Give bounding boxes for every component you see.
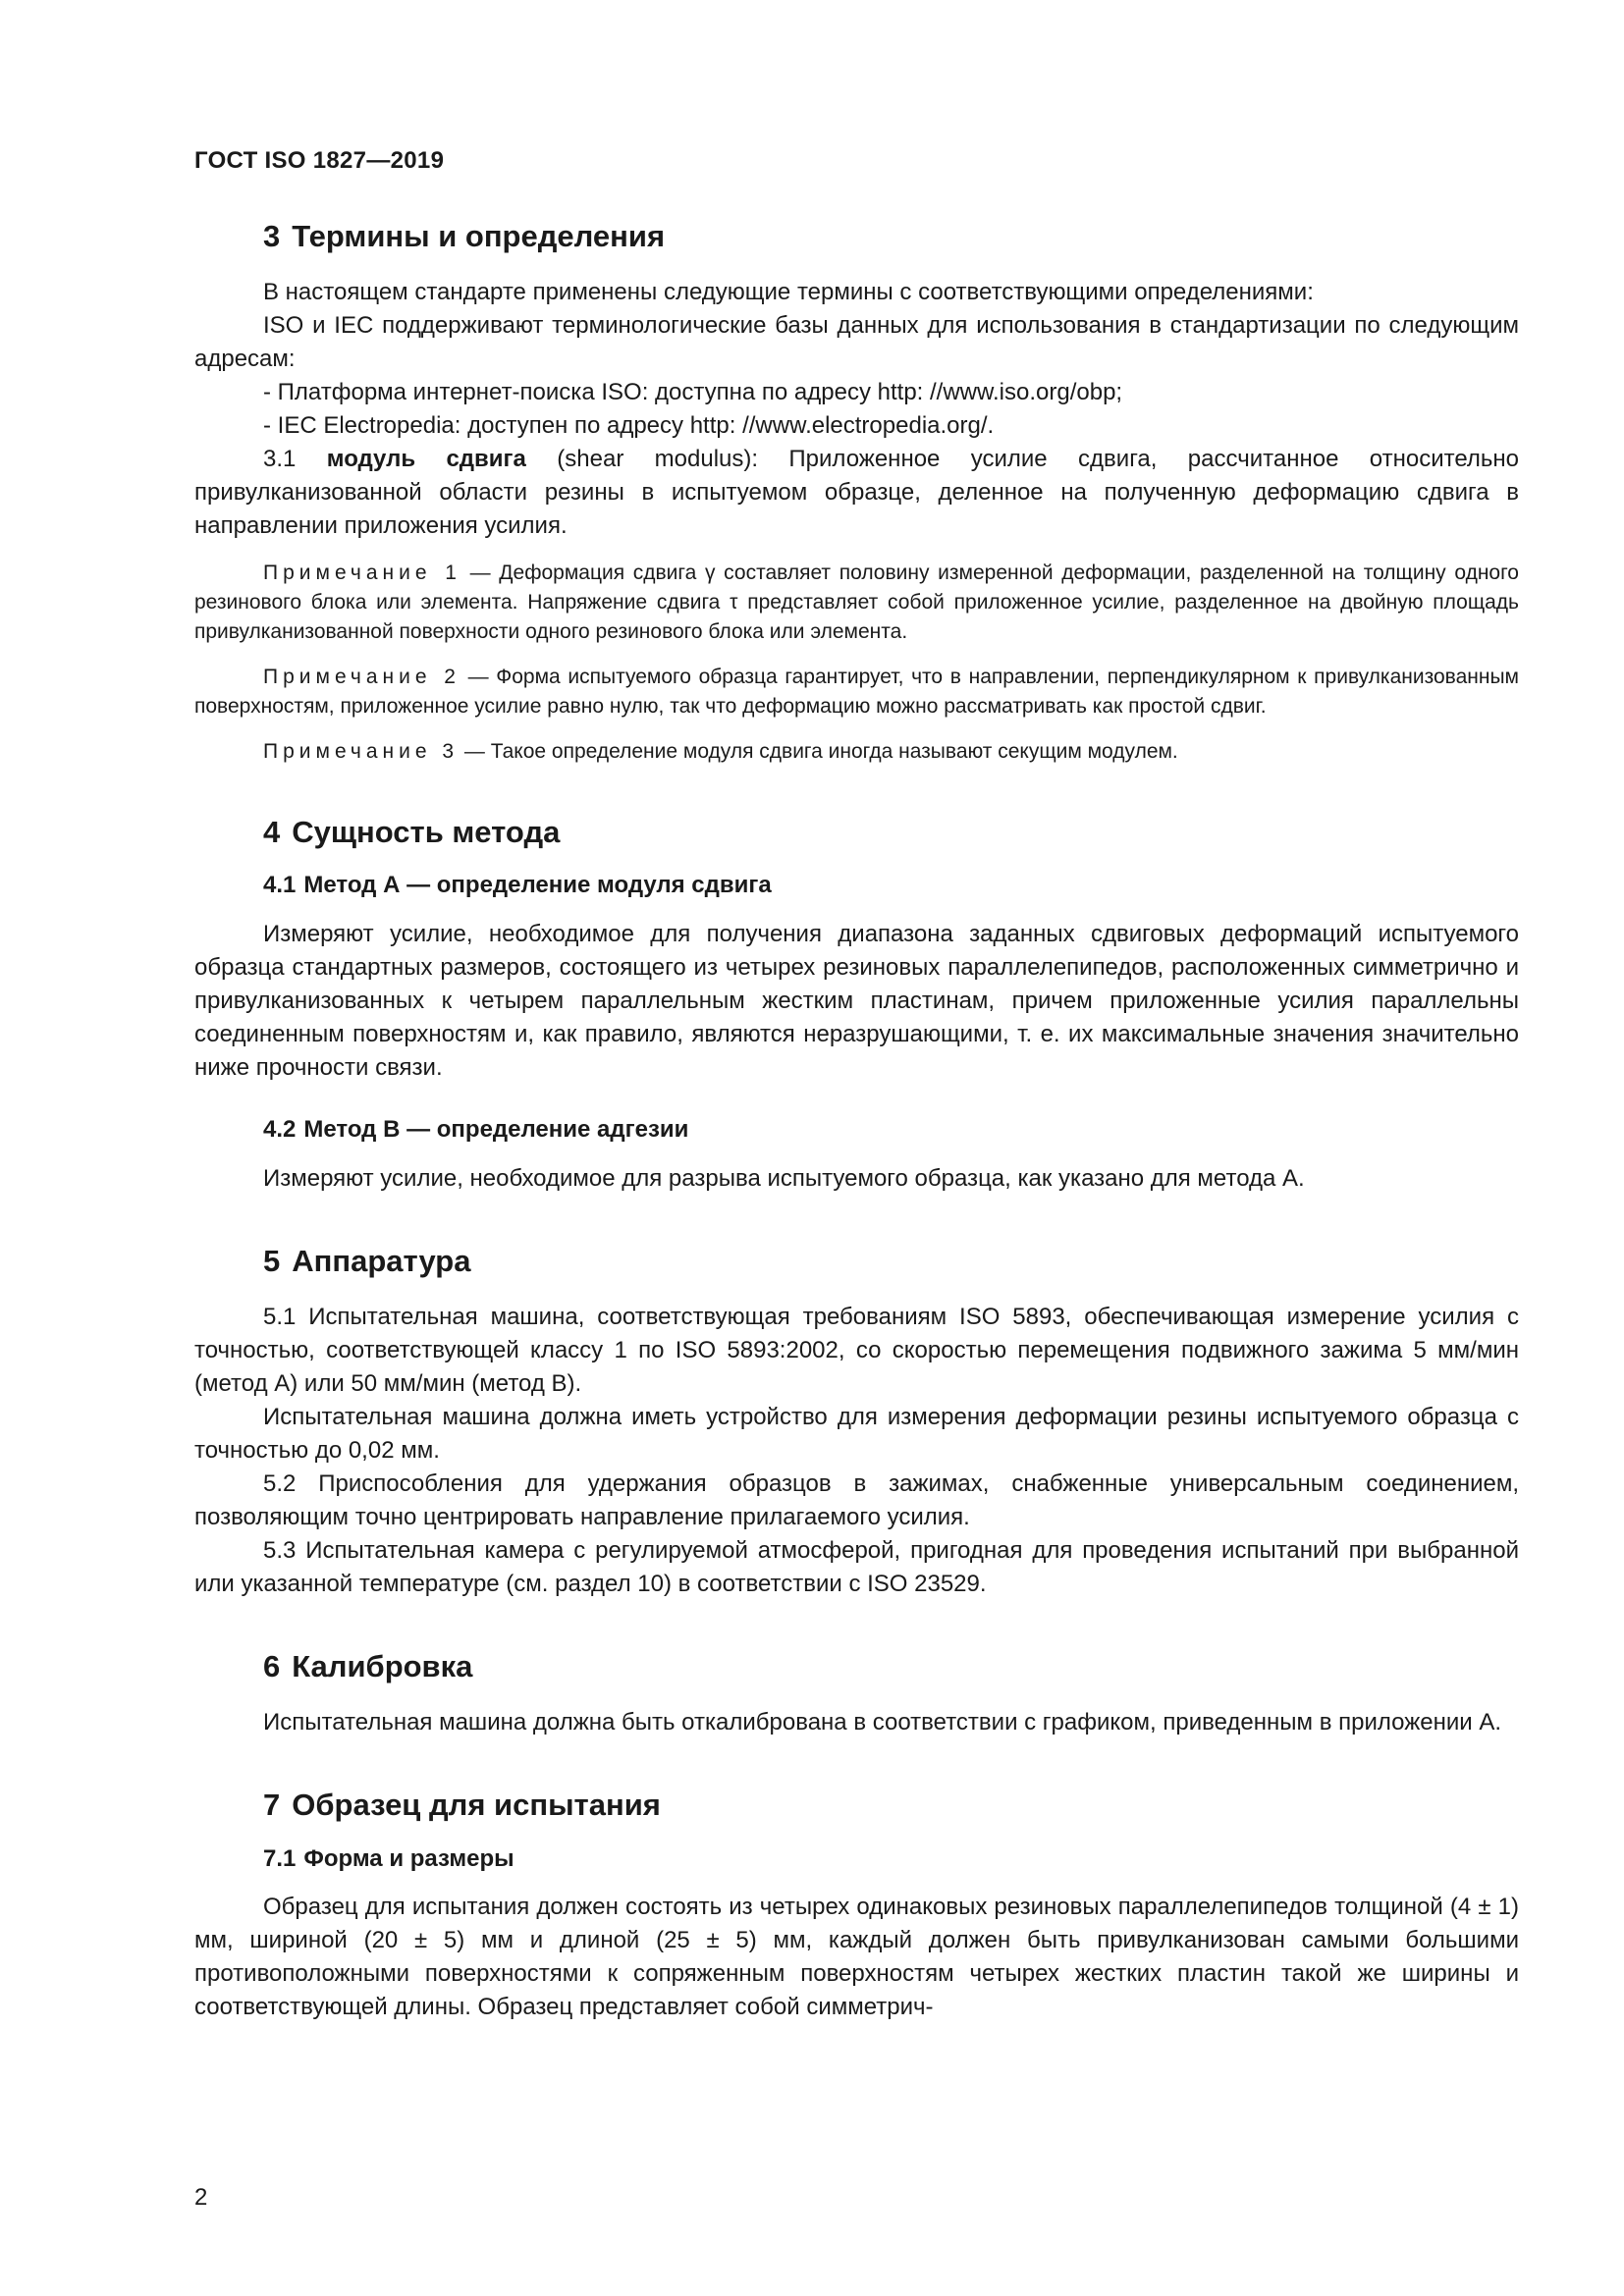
section-number: 4 bbox=[263, 815, 281, 850]
note-3 bbox=[194, 737, 1519, 767]
paragraph: ISO и IEC поддерживают терминологические базы данных для использования в стандартизации по следующим адресам: bbox=[194, 312, 1519, 373]
subsection-title: Метод В — определение адгезии bbox=[303, 1116, 689, 1144]
paragraph: 5.3 Испытательная камера с регулируемой атмосферой, пригодная для проведения испытаний при выбранной или указанной температуре (см. раздел 10) в соответствии с ISO 23529. bbox=[194, 1537, 1519, 1598]
subsection-number: 4.2 bbox=[263, 1116, 297, 1144]
section-title: Термины и определения bbox=[292, 219, 666, 253]
document-header: ГОСТ ISO 1827—2019 bbox=[194, 147, 445, 174]
section-5-heading bbox=[194, 1243, 1519, 1279]
section-title: Калибровка bbox=[292, 1649, 473, 1684]
paragraph: 5.2 Приспособления для удержания образцов в зажимах, снабженные универсальным соединением, позволяющим точно центрировать направление прилагаемого усилия. bbox=[194, 1470, 1519, 1531]
term-name: модуль сдвига bbox=[326, 446, 526, 473]
section-number: 7 bbox=[263, 1788, 281, 1823]
section-title: Аппаратура bbox=[292, 1243, 471, 1278]
section-title: Образец для испытания bbox=[292, 1788, 661, 1823]
list-item: - IEC Electropedia: доступен по адресу http: //www.electropedia.org/. bbox=[263, 412, 995, 440]
note-text: — Деформация сдвига γ составляет половину измеренной деформации, разделенной на толщину одного резинового блока или элемента. Напряжение сдвига τ представляет собой приложенное усилие, разделенное на двойную площадь привулканизованной поверхности одного резинового блока или элемента. bbox=[194, 561, 1519, 644]
paragraph: Образец для испытания должен состоять из четырех одинаковых резиновых параллелепипедов толщиной (4 ± 1) мм, шириной (20 ± 5) мм и длиной (25 ± 5) мм, каждый должен быть привулканизован самыми большими противоположными поверхностями к сопряженным поверхностям четырех жестких пластин такой же ширины и соответствующей длины. Образец представляет собой симметрич- bbox=[194, 1894, 1519, 2021]
term-number: 3.1 bbox=[263, 446, 297, 473]
paragraph: Измеряют усилие, необходимое для разрыва испытуемого образца, как указано для метода А. bbox=[263, 1164, 1305, 1192]
note-text: — Такое определение модуля сдвига иногда называют секущим модулем. bbox=[459, 740, 1178, 764]
note-2 bbox=[194, 663, 1519, 721]
section-7-heading bbox=[194, 1787, 1519, 1823]
paragraph: Измеряют усилие, необходимое для получения диапазона заданных сдвиговых деформаций испытуемого образца стандартных размеров, состоящего из четырех резиновых параллелепипедов, расположенных симметрично и привулканизованных к четырем параллельным жестким пластинам, причем приложенные усилия параллельны соединенным поверхностям и, как правило, являются неразрушающими, т. е. их максимальные значения значительно ниже прочности связи. bbox=[194, 921, 1519, 1082]
subsection-title: Метод А — определение модуля сдвига bbox=[303, 872, 772, 899]
paragraph: 5.1 Испытательная машина, соответствующая требованиям ISO 5893, обеспечивающая измерение усилия с точностью, соответствующей классу 1 по ISO 5893:2002, со скоростью перемещения подвижного зажима 5 мм/мин (метод А) или 50 мм/мин (метод В). bbox=[194, 1304, 1519, 1398]
paragraph: Испытательная машина должна иметь устройство для измерения деформации резины испытуемого образца с точностью до 0,02 мм. bbox=[194, 1404, 1519, 1465]
subsection-4-1-heading bbox=[194, 872, 1519, 900]
section-3-heading bbox=[194, 218, 1519, 254]
note-text: — Форма испытуемого образца гарантирует, что в направлении, перпендикулярном к привулканизованным поверхностям, приложенное усилие равно нулю, так что деформацию можно рассматривать как простой сдвиг. bbox=[194, 666, 1519, 719]
list-item: - Платформа интернет-поиска ISO: доступна по адресу http: //www.iso.org/obp; bbox=[263, 379, 1123, 406]
subsection-4-2-heading bbox=[194, 1116, 1519, 1145]
term-text: (shear modulus): Приложенное усилие сдвига, рассчитанное относительно привулканизованной области резины в испытуемом образце, деленное на полученную деформацию сдвига в направлении приложения усилия. bbox=[194, 446, 1519, 540]
paragraph: В настоящем стандарте применены следующие термины с соответствующими определениями: bbox=[263, 279, 1314, 306]
note-1 bbox=[194, 559, 1519, 647]
section-4-heading bbox=[194, 814, 1519, 850]
note-label: Примечание 1 bbox=[263, 561, 461, 585]
note-label: Примечание 3 bbox=[263, 740, 460, 764]
term-definition bbox=[194, 443, 1519, 543]
subsection-number: 4.1 bbox=[263, 872, 297, 899]
section-6-heading bbox=[194, 1648, 1519, 1684]
section-number: 5 bbox=[263, 1243, 281, 1278]
subsection-7-1-heading bbox=[194, 1845, 1519, 1874]
section-number: 3 bbox=[263, 219, 281, 253]
document-body bbox=[194, 218, 1519, 2024]
subsection-number: 7.1 bbox=[263, 1844, 297, 1872]
note-label: Примечание 2 bbox=[263, 666, 460, 689]
section-number: 6 bbox=[263, 1649, 281, 1684]
subsection-title: Форма и размеры bbox=[303, 1844, 514, 1872]
paragraph: Испытательная машина должна быть откалибрована в соответствии с графиком, приведенным в приложении А. bbox=[263, 1709, 1502, 1736]
section-title: Сущность метода bbox=[292, 815, 561, 850]
page-number: 2 bbox=[194, 2184, 208, 2211]
